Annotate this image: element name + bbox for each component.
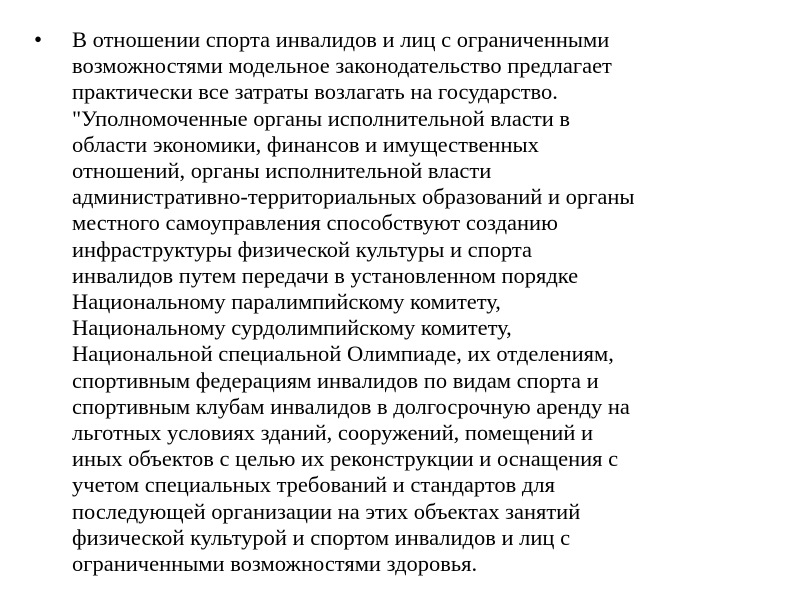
bullet-item [34, 27, 754, 577]
paragraph-line: Национальному паралимпийскому комитету, [72, 289, 501, 315]
paragraph-line: "Уполномоченные органы исполнительной власти в [72, 105, 570, 131]
paragraph-line: административно-территориальных образований и органы [72, 184, 635, 210]
paragraph-line: спортивным федерациям инвалидов по видам спорта и [72, 367, 599, 393]
paragraph-line: местного самоуправления способствуют созданию [72, 210, 558, 236]
paragraph-line: области экономики, финансов и имущественных [72, 131, 539, 157]
paragraph-line: спортивным клубам инвалидов в долгосрочную аренду на [72, 393, 630, 419]
paragraph-line: инвалидов путем передачи в установленном порядке [72, 262, 579, 288]
paragraph-line: ограниченными возможностями здоровья. [72, 551, 478, 577]
bullet-dot-icon: • [34, 27, 43, 52]
bullet-paragraph [72, 27, 754, 577]
paragraph-line: льготных условиях зданий, сооружений, помещений и [72, 420, 594, 446]
paragraph-line: Национальной специальной Олимпиаде, их отделениям, [72, 341, 614, 367]
bullet-list [34, 27, 754, 577]
paragraph-line: отношений, органы исполнительной власти [72, 158, 492, 184]
paragraph-line: физической культурой и спортом инвалидов и лиц с [72, 524, 571, 550]
paragraph-line: практически все затраты возлагать на государство. [72, 79, 558, 105]
paragraph-line: возможностями модельное законодательство предлагает [72, 53, 612, 79]
paragraph-line: учетом специальных требований и стандартов для [72, 472, 555, 498]
paragraph-line: иных объектов с целью их реконструкции и оснащения с [72, 446, 619, 472]
paragraph-line: В отношении спорта инвалидов и лиц с ограниченными [72, 27, 610, 52]
paragraph-line: инфраструктуры физической культуры и спорта [72, 236, 532, 262]
paragraph-line: Национальному сурдолимпийскому комитету, [72, 315, 512, 341]
paragraph-line: последующей организации на этих объектах занятий [72, 498, 581, 524]
